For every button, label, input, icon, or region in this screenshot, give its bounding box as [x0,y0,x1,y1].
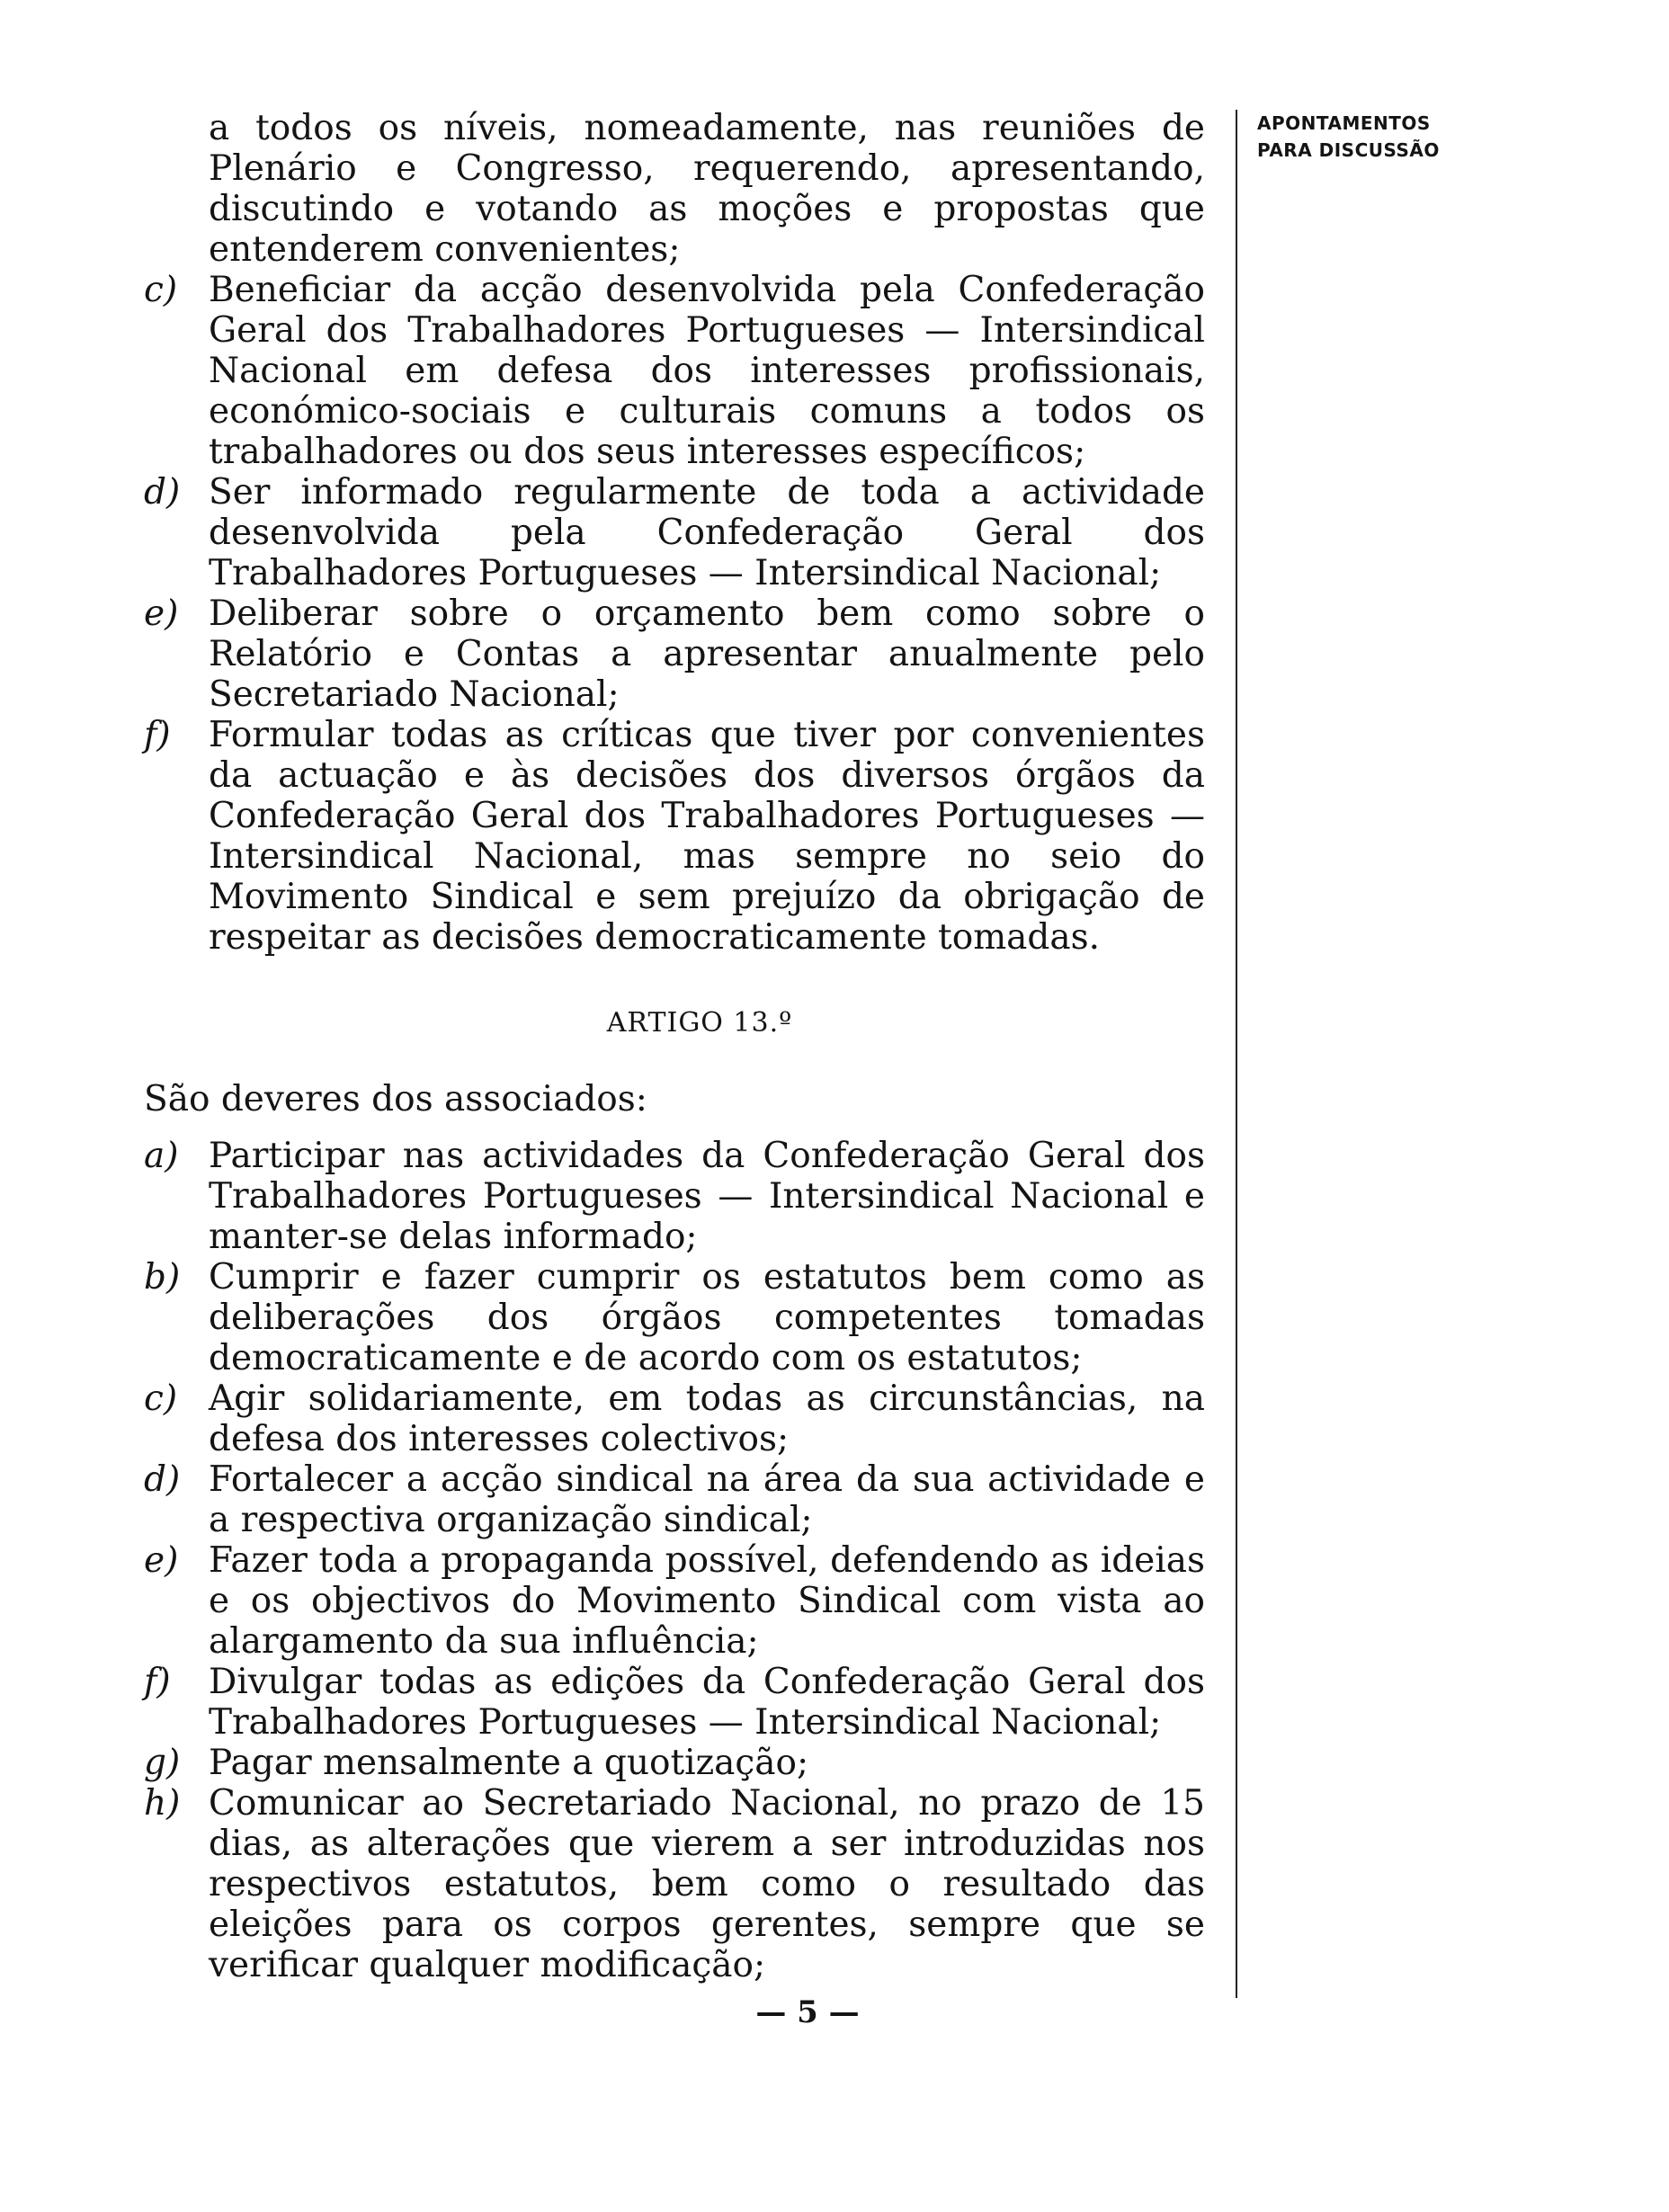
item-label: c) [144,270,178,310]
list-item [144,715,1205,958]
item-label: a) [144,1136,179,1176]
item-text: Fortalecer a acção sindical na área da sua actividade e a respectiva organização sindical; [209,1459,1205,1540]
item-text: Agir solidariamente, em todas as circunstâncias, na defesa dos interesses colectivos; [209,1378,1205,1459]
item-text: Fazer toda a propaganda possível, defendendo as ideias e os objectivos do Movimento Sindical com vista ao alargamento da sua influência; [209,1540,1205,1662]
duties-list [144,1136,1205,1985]
item-label: f) [144,1662,171,1702]
rights-list [144,270,1205,958]
item-text: Cumprir e fazer cumprir os estatutos bem como as deliberações dos órgãos competentes tomadas democraticamente e de acordo com os estatutos; [209,1257,1205,1378]
item-text: Divulgar todas as edições da Confederação Geral dos Trabalhadores Portugueses — Intersindical Nacional; [209,1662,1205,1743]
item-label: c) [144,1378,178,1419]
list-item [144,1783,1205,1985]
item-text: Formular todas as críticas que tiver por convenientes da actuação e às decisões dos diversos órgãos da Confederação Geral dos Trabalhadores Portugueses — Intersindical Nacional, mas sempre no seio do Movimento Sindical e sem prejuízo da obrigação de respeitar as decisões democraticamente tomadas. [209,715,1205,958]
main-text-column [144,108,1205,1985]
margin-divider-line [1236,110,1237,1998]
margin-note [1257,110,1440,164]
item-text: Beneficiar da acção desenvolvida pela Confederação Geral dos Trabalhadores Portugueses — Intersindical Nacional em defesa dos interesses profissionais, económico-sociais e culturais comuns a todos os trabalhadores ou dos seus interesses específicos; [209,270,1205,472]
item-label: h) [144,1783,181,1824]
item-text: Participar nas actividades da Confederação Geral dos Trabalhadores Portugueses — Intersindical Nacional e manter-se delas informado; [209,1136,1205,1257]
item-label: e) [144,593,179,634]
item-label: d) [144,1459,181,1500]
item-text: Ser informado regularmente de toda a actividade desenvolvida pela Confederação Geral dos Trabalhadores Portugueses — Intersindical Nacional; [209,472,1205,593]
item-label: f) [144,715,171,755]
item-label: b) [144,1257,181,1298]
list-item [144,593,1205,715]
list-item [144,1378,1205,1459]
list-item [144,472,1205,593]
list-item [144,1743,1205,1783]
rights-continuation-paragraph: a todos os níveis, nomeadamente, nas reuniões de Plenário e Congresso, requerendo, apresentando, discutindo e votando as moções e propostas que entenderem convenientes; [209,108,1205,270]
list-item [144,1540,1205,1662]
item-label: g) [144,1743,181,1783]
item-label: d) [144,472,181,513]
list-item [144,1662,1205,1743]
list-item [144,1257,1205,1378]
item-label: e) [144,1540,179,1581]
list-item [144,1136,1205,1257]
item-text: Comunicar ao Secretariado Nacional, no prazo de 15 dias, as alterações que vierem a ser introduzidas nos respectivos estatutos, bem como o resultado das eleições para os corpos gerentes, sempre que se verificar qualquer modificação; [209,1783,1205,1985]
list-item [144,1459,1205,1540]
page-number: — 5 — [755,1994,860,2030]
duties-intro: São deveres dos associados: [144,1079,647,1119]
article-heading: ARTIGO 13.º [606,1007,793,1039]
item-text: Pagar mensalmente a quotização; [209,1743,809,1783]
margin-note-line2: PARA DISCUSSÃO [1257,139,1440,161]
margin-note-line1: APONTAMENTOS [1257,112,1431,134]
list-item [144,270,1205,472]
item-text: Deliberar sobre o orçamento bem como sobre o Relatório e Contas a apresentar anualmente pelo Secretariado Nacional; [209,593,1205,715]
